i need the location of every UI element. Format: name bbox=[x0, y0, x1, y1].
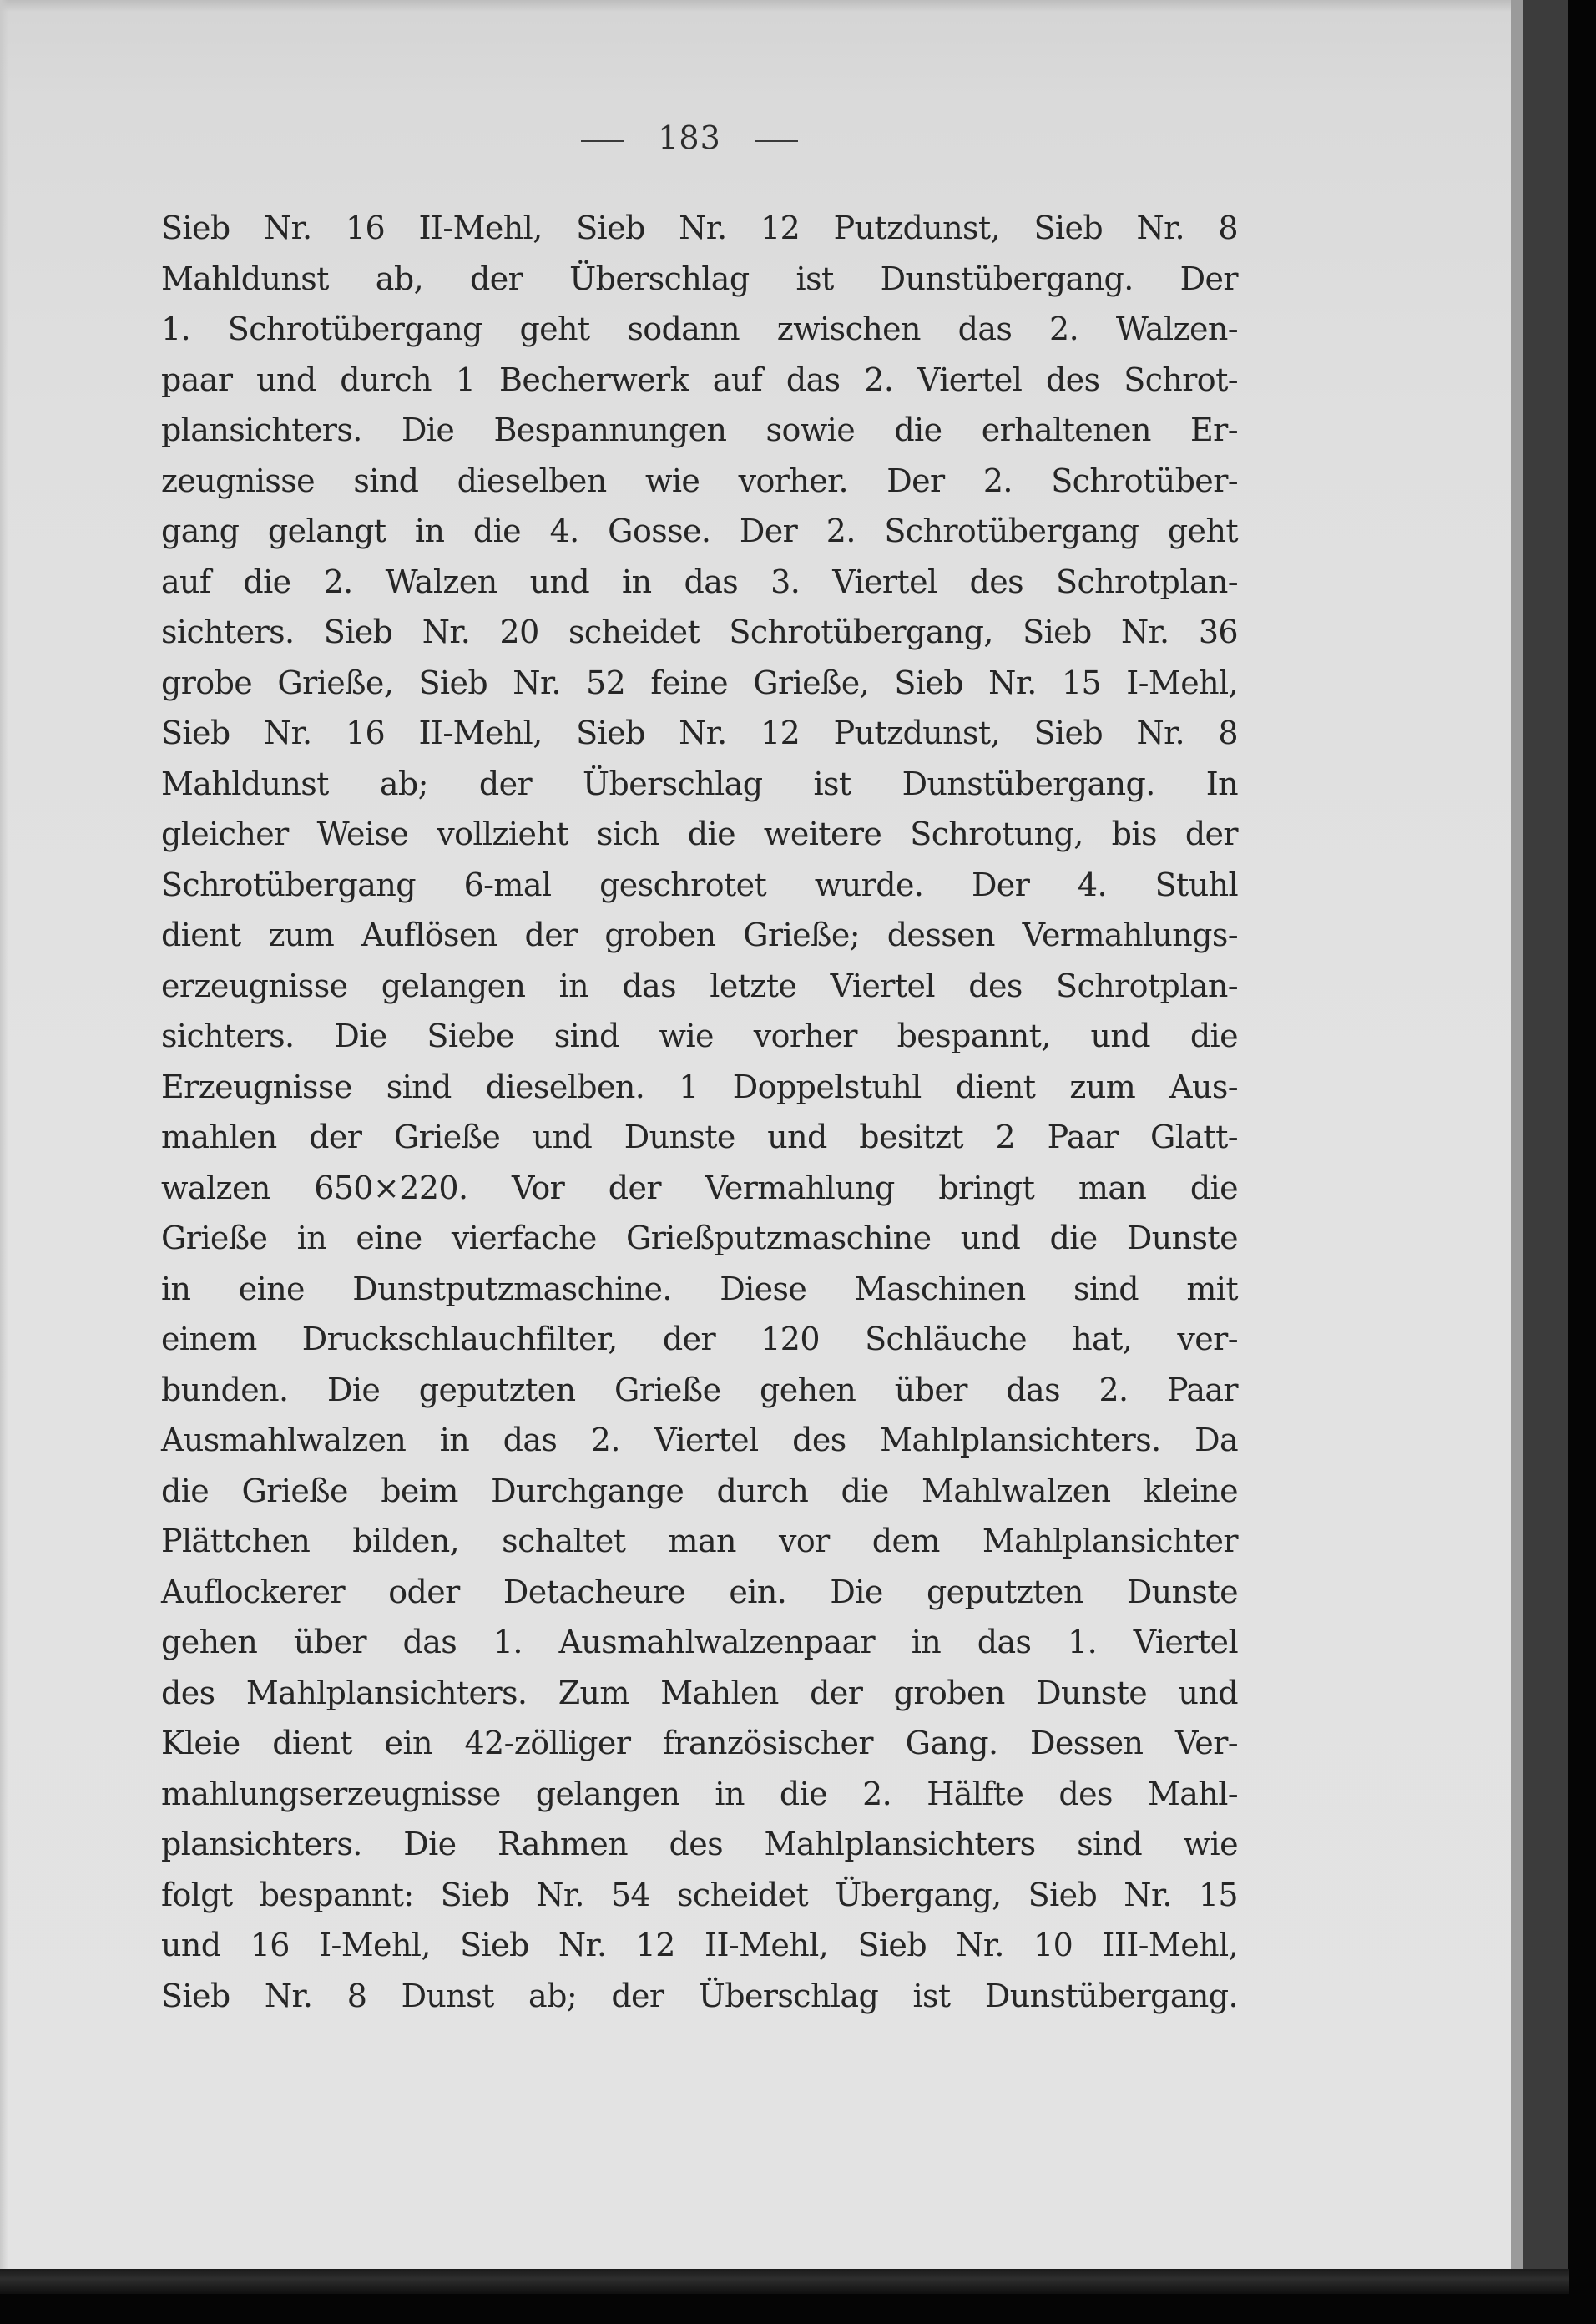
page-number-header bbox=[0, 119, 1379, 156]
text-line: und 16 I-Mehl, Sieb Nr. 12 II-Mehl, Sieb Nr. 10 III-Mehl, bbox=[161, 1927, 1238, 1963]
text-line: Ausmahlwalzen in das 2. Viertel des Mahlplansichters. Da bbox=[161, 1422, 1238, 1458]
text-line: auf die 2. Walzen und in das 3. Viertel des Schrotplan- bbox=[161, 563, 1238, 600]
text-line: walzen 650×220. Vor der Vermahlung bringt man die bbox=[161, 1169, 1238, 1206]
text-line: sichters. Die Siebe sind wie vorher bespannt, und die bbox=[161, 1018, 1238, 1054]
text-line: in eine Dunstputzmaschine. Diese Maschinen sind mit bbox=[161, 1270, 1238, 1307]
text-line: plansichters. Die Bespannungen sowie die erhaltenen Er- bbox=[161, 412, 1238, 448]
text-line: dient zum Auflösen der groben Grieße; dessen Vermahlungs- bbox=[161, 917, 1238, 953]
text-line: folgt bespannt: Sieb Nr. 54 scheidet Übergang, Sieb Nr. 15 bbox=[161, 1876, 1238, 1913]
text-line: plansichters. Die Rahmen des Mahlplansichters sind wie bbox=[161, 1826, 1238, 1862]
text-line: Schrotübergang 6-mal geschrotet wurde. Der 4. Stuhl bbox=[161, 866, 1238, 903]
body-text-block bbox=[161, 203, 1238, 2021]
page-edge-highlight bbox=[1511, 0, 1523, 2275]
text-line: einem Druckschlauchfilter, der 120 Schläuche hat, ver- bbox=[161, 1321, 1238, 1357]
text-line: gang gelangt in die 4. Gosse. Der 2. Schrotübergang geht bbox=[161, 513, 1238, 549]
text-line: Grieße in eine vierfache Grießputzmaschine und die Dunste bbox=[161, 1220, 1238, 1256]
text-line: Auflockerer oder Detacheure ein. Die geputzten Dunste bbox=[161, 1573, 1238, 1610]
text-line: paar und durch 1 Becherwerk auf das 2. Viertel des Schrot- bbox=[161, 361, 1238, 398]
text-line: Plättchen bilden, schaltet man vor dem Mahlplansichter bbox=[161, 1523, 1238, 1559]
page-top-shadow bbox=[0, 0, 1511, 12]
text-line: Sieb Nr. 16 II-Mehl, Sieb Nr. 12 Putzdunst, Sieb Nr. 8 bbox=[161, 210, 1238, 246]
text-line: Mahldunst ab; der Überschlag ist Dunstübergang. In bbox=[161, 765, 1238, 802]
text-line: gleicher Weise vollzieht sich die weitere Schrotung, bis der bbox=[161, 816, 1238, 852]
page-number: 183 bbox=[658, 119, 721, 156]
text-line: Mahldunst ab, der Überschlag ist Dunstübergang. Der bbox=[161, 260, 1238, 297]
text-line: Sieb Nr. 16 II-Mehl, Sieb Nr. 12 Putzdunst, Sieb Nr. 8 bbox=[161, 715, 1238, 751]
book-binding-edge bbox=[1523, 0, 1568, 2287]
text-line: erzeugnisse gelangen in das letzte Viertel des Schrotplan- bbox=[161, 967, 1238, 1004]
text-line: 1. Schrotübergang geht sodann zwischen das 2. Walzen- bbox=[161, 311, 1238, 347]
text-line: zeugnisse sind dieselben wie vorher. Der 2. Schrotüber- bbox=[161, 462, 1238, 499]
text-line: Kleie dient ein 42-zölliger französischer Gang. Dessen Ver- bbox=[161, 1725, 1238, 1761]
text-line: Sieb Nr. 8 Dunst ab; der Überschlag ist Dunstübergang. bbox=[161, 1977, 1238, 2014]
page-bottom-edge bbox=[0, 2269, 1569, 2294]
text-line: Erzeugnisse sind dieselben. 1 Doppelstuhl dient zum Aus- bbox=[161, 1068, 1238, 1105]
text-line: bunden. Die geputzten Grieße gehen über das 2. Paar bbox=[161, 1371, 1238, 1408]
text-line: die Grieße beim Durchgange durch die Mahlwalzen kleine bbox=[161, 1472, 1238, 1509]
text-line: des Mahlplansichters. Zum Mahlen der groben Dunste und bbox=[161, 1674, 1238, 1711]
page-number-dash-right bbox=[755, 140, 798, 142]
text-line: gehen über das 1. Ausmahlwalzenpaar in das 1. Viertel bbox=[161, 1624, 1238, 1660]
text-line: grobe Grieße, Sieb Nr. 52 feine Grieße, Sieb Nr. 15 I-Mehl, bbox=[161, 664, 1238, 701]
page-left-shadow bbox=[0, 0, 8, 2269]
text-line: mahlungserzeugnisse gelangen in die 2. Hälfte des Mahl- bbox=[161, 1775, 1238, 1812]
text-line: sichters. Sieb Nr. 20 scheidet Schrotübergang, Sieb Nr. 36 bbox=[161, 614, 1238, 650]
text-line: mahlen der Grieße und Dunste und besitzt 2 Paar Glatt- bbox=[161, 1119, 1238, 1155]
page-number-dash-left bbox=[581, 140, 624, 142]
